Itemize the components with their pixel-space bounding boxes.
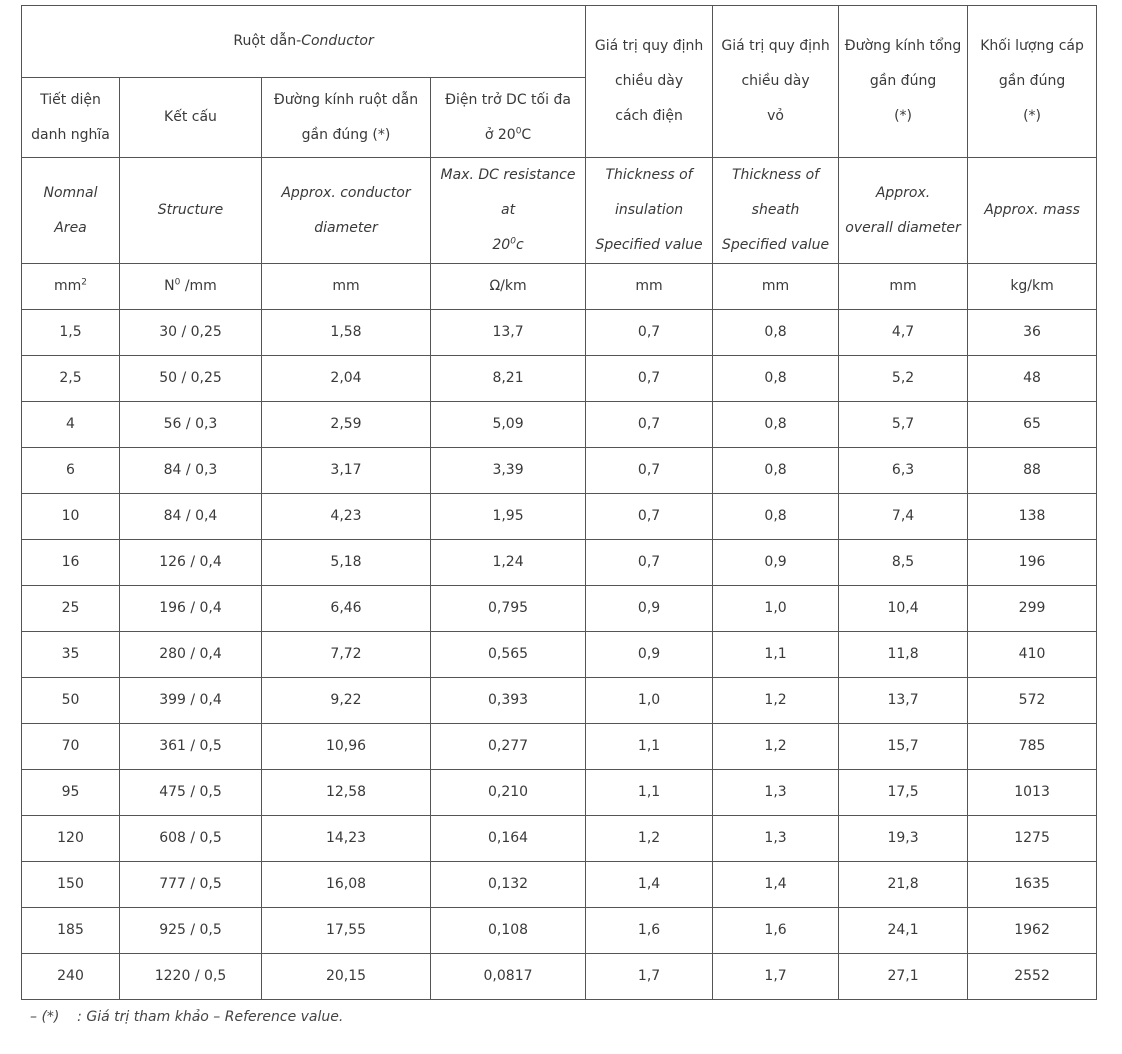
cell-structure: 56 / 0,3: [120, 402, 262, 448]
cell-sheath: 1,6: [713, 908, 839, 954]
table-row: [22, 724, 1097, 770]
cell-mass: 36: [968, 310, 1097, 356]
table-row: [22, 770, 1097, 816]
cell-diameter: 14,23: [262, 816, 431, 862]
unit-overall: mm: [839, 264, 968, 310]
cell-sheath: 1,0: [713, 586, 839, 632]
cell-mass: 299: [968, 586, 1097, 632]
cell-overall-diameter: 27,1: [839, 954, 968, 1000]
cell-diameter: 2,04: [262, 356, 431, 402]
cell-overall-diameter: 5,2: [839, 356, 968, 402]
cell-mass: 1635: [968, 862, 1097, 908]
cell-overall-diameter: 17,5: [839, 770, 968, 816]
cell-insulation: 0,7: [586, 540, 713, 586]
cell-mass: 2552: [968, 954, 1097, 1000]
cell-resistance: 5,09: [431, 402, 586, 448]
cell-area: 150: [22, 862, 120, 908]
cell-sheath: 0,8: [713, 402, 839, 448]
cell-insulation: 1,4: [586, 862, 713, 908]
cell-sheath: 1,1: [713, 632, 839, 678]
cell-insulation: 1,1: [586, 724, 713, 770]
cell-sheath: 0,8: [713, 356, 839, 402]
table-row: [22, 402, 1097, 448]
unit-structure: $N^0$ /mm: [120, 264, 262, 310]
sheath-thickness-header-vi: Giá trị quy định chiều dày vỏ: [713, 6, 839, 158]
area-header-vi: Tiết diện danh nghĩa: [22, 78, 120, 158]
cell-mass: 1013: [968, 770, 1097, 816]
cell-overall-diameter: 10,4: [839, 586, 968, 632]
cell-resistance: 0,795: [431, 586, 586, 632]
diameter-header-en: Approx. conductor diameter: [262, 158, 431, 264]
cell-structure: 925 / 0,5: [120, 908, 262, 954]
cell-structure: 30 / 0,25: [120, 310, 262, 356]
table-row: [22, 632, 1097, 678]
cell-resistance: 0,210: [431, 770, 586, 816]
cell-overall-diameter: 13,7: [839, 678, 968, 724]
cell-area: 10: [22, 494, 120, 540]
area-header-en: Nomnal Area: [22, 158, 120, 264]
sheath-thickness-header-en: Thickness of sheath Specified value: [713, 158, 839, 264]
cell-diameter: 5,18: [262, 540, 431, 586]
cell-overall-diameter: 8,5: [839, 540, 968, 586]
mass-header-vi: Khối lượng cáp gần đúng (*): [968, 6, 1097, 158]
cell-area: 2,5: [22, 356, 120, 402]
cell-structure: 475 / 0,5: [120, 770, 262, 816]
cell-mass: 88: [968, 448, 1097, 494]
table-row: [22, 954, 1097, 1000]
structure-header-vi: Kết cấu: [120, 78, 262, 158]
cell-resistance: 0,132: [431, 862, 586, 908]
unit-area: $mm^2$: [22, 264, 120, 310]
table-row: [22, 356, 1097, 402]
cell-resistance: 0,393: [431, 678, 586, 724]
cell-resistance: 1,24: [431, 540, 586, 586]
cell-resistance: 0,565: [431, 632, 586, 678]
cell-resistance: 0,164: [431, 816, 586, 862]
cell-area: 120: [22, 816, 120, 862]
cell-sheath: 1,2: [713, 678, 839, 724]
cell-diameter: 16,08: [262, 862, 431, 908]
unit-diameter: mm: [262, 264, 431, 310]
cell-insulation: 0,9: [586, 586, 713, 632]
cell-area: 70: [22, 724, 120, 770]
cell-area: 1,5: [22, 310, 120, 356]
cell-structure: 399 / 0,4: [120, 678, 262, 724]
cell-insulation: 0,7: [586, 402, 713, 448]
cell-mass: 138: [968, 494, 1097, 540]
table-row: [22, 816, 1097, 862]
cell-structure: 196 / 0,4: [120, 586, 262, 632]
cell-area: 25: [22, 586, 120, 632]
cell-insulation: 1,0: [586, 678, 713, 724]
cell-mass: 196: [968, 540, 1097, 586]
cell-sheath: 1,3: [713, 816, 839, 862]
cell-sheath: 0,8: [713, 310, 839, 356]
table-row: [22, 494, 1097, 540]
cell-insulation: 0,7: [586, 310, 713, 356]
cell-overall-diameter: 21,8: [839, 862, 968, 908]
cell-structure: 84 / 0,4: [120, 494, 262, 540]
cell-resistance: 0,108: [431, 908, 586, 954]
cell-overall-diameter: 11,8: [839, 632, 968, 678]
cell-insulation: 0,9: [586, 632, 713, 678]
cell-diameter: 3,17: [262, 448, 431, 494]
cell-resistance: 13,7: [431, 310, 586, 356]
unit-mass: kg/km: [968, 264, 1097, 310]
cell-structure: 280 / 0,4: [120, 632, 262, 678]
cell-sheath: 1,4: [713, 862, 839, 908]
insulation-thickness-header-vi: Giá trị quy định chiều dày cách điện: [586, 6, 713, 158]
table-body: [22, 310, 1097, 1000]
units-row: [22, 264, 1097, 310]
cell-area: 95: [22, 770, 120, 816]
cell-sheath: 1,2: [713, 724, 839, 770]
cell-area: 240: [22, 954, 120, 1000]
cell-sheath: 1,7: [713, 954, 839, 1000]
header-row-en: [22, 158, 1097, 264]
cell-diameter: 6,46: [262, 586, 431, 632]
overall-diameter-header-vi: Đường kính tổng gần đúng (*): [839, 6, 968, 158]
cell-diameter: 17,55: [262, 908, 431, 954]
cell-diameter: 4,23: [262, 494, 431, 540]
overall-diameter-header-en: Approx. overall diameter: [839, 158, 968, 264]
cell-diameter: 7,72: [262, 632, 431, 678]
cell-area: 50: [22, 678, 120, 724]
cell-insulation: 1,7: [586, 954, 713, 1000]
diameter-header-vi: Đường kính ruột dẫn gần đúng (*): [262, 78, 431, 158]
cell-overall-diameter: 6,3: [839, 448, 968, 494]
cell-mass: 572: [968, 678, 1097, 724]
cell-structure: 608 / 0,5: [120, 816, 262, 862]
cell-sheath: 0,8: [713, 448, 839, 494]
cell-mass: 1962: [968, 908, 1097, 954]
cell-overall-diameter: 19,3: [839, 816, 968, 862]
cell-mass: 785: [968, 724, 1097, 770]
table-row: [22, 908, 1097, 954]
cell-overall-diameter: 24,1: [839, 908, 968, 954]
cell-structure: 777 / 0,5: [120, 862, 262, 908]
table-row: [22, 862, 1097, 908]
cell-diameter: 20,15: [262, 954, 431, 1000]
header-row-group: [22, 6, 1097, 78]
cell-insulation: 1,6: [586, 908, 713, 954]
cell-area: 6: [22, 448, 120, 494]
table-row: [22, 678, 1097, 724]
cell-area: 185: [22, 908, 120, 954]
cell-structure: 84 / 0,3: [120, 448, 262, 494]
cell-diameter: 2,59: [262, 402, 431, 448]
cell-mass: 65: [968, 402, 1097, 448]
cell-sheath: 0,8: [713, 494, 839, 540]
cell-sheath: 0,9: [713, 540, 839, 586]
cell-sheath: 1,3: [713, 770, 839, 816]
cell-diameter: 9,22: [262, 678, 431, 724]
cell-mass: 1275: [968, 816, 1097, 862]
cell-insulation: 1,1: [586, 770, 713, 816]
cell-resistance: 0,277: [431, 724, 586, 770]
cell-area: 4: [22, 402, 120, 448]
cell-structure: 126 / 0,4: [120, 540, 262, 586]
insulation-thickness-header-en: Thickness of insulation Specified value: [586, 158, 713, 264]
cell-resistance: 0,0817: [431, 954, 586, 1000]
cell-structure: 50 / 0,25: [120, 356, 262, 402]
footnote: – (*) : Giá trị tham khảo – Reference value.: [30, 1009, 344, 1025]
table-row: [22, 310, 1097, 356]
cell-structure: 1220 / 0,5: [120, 954, 262, 1000]
cell-overall-diameter: 5,7: [839, 402, 968, 448]
cell-resistance: 3,39: [431, 448, 586, 494]
structure-header-en: Structure: [120, 158, 262, 264]
resistance-header-vi: Điện trở DC tối đa ở $20^0C$: [431, 78, 586, 158]
cell-mass: 410: [968, 632, 1097, 678]
cell-insulation: 0,7: [586, 494, 713, 540]
table-row: [22, 448, 1097, 494]
cell-mass: 48: [968, 356, 1097, 402]
unit-resistance: Ω/km: [431, 264, 586, 310]
cell-resistance: 8,21: [431, 356, 586, 402]
cell-diameter: 10,96: [262, 724, 431, 770]
cell-resistance: 1,95: [431, 494, 586, 540]
cell-diameter: 12,58: [262, 770, 431, 816]
table-row: [22, 586, 1097, 632]
cell-insulation: 0,7: [586, 448, 713, 494]
cell-insulation: 0,7: [586, 356, 713, 402]
cell-overall-diameter: 7,4: [839, 494, 968, 540]
cell-area: 35: [22, 632, 120, 678]
cell-area: 16: [22, 540, 120, 586]
mass-header-en: Approx. mass: [968, 158, 1097, 264]
unit-sheath: mm: [713, 264, 839, 310]
cell-overall-diameter: 15,7: [839, 724, 968, 770]
conductor-group-header: Ruột dẫn-Conductor: [22, 6, 586, 78]
unit-insulation: mm: [586, 264, 713, 310]
cell-diameter: 1,58: [262, 310, 431, 356]
table-row: [22, 540, 1097, 586]
cable-spec-table: [21, 5, 1097, 1000]
cell-overall-diameter: 4,7: [839, 310, 968, 356]
cell-insulation: 1,2: [586, 816, 713, 862]
resistance-header-en: Max. DC resistance at $20^0c$: [431, 158, 586, 264]
cell-structure: 361 / 0,5: [120, 724, 262, 770]
